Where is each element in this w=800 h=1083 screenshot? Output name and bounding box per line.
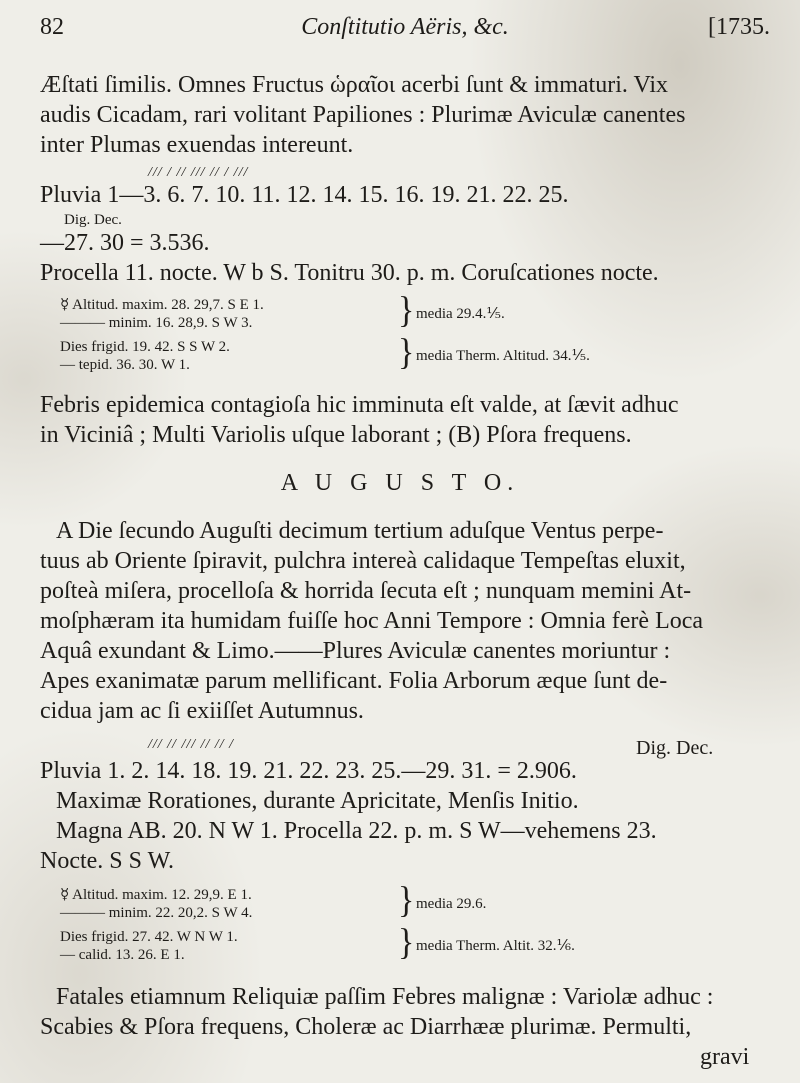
thermometer-cold: Dies frigid. 19. 42. S S W 2. (60, 339, 230, 355)
text-line: moſphæram ita humidam fuiſſe hoc Anni Tempore : Omnia ferè Loca (40, 608, 704, 634)
brace-icon: } (398, 922, 415, 963)
text-line: Fatales etiamnum Reliquiæ paſſim Febres malignæ : Variolæ adhuc : (56, 984, 714, 1010)
brace-icon: } (398, 290, 415, 331)
year-marker: [1735. (708, 14, 770, 40)
rain-unit: Dig. Dec. (64, 212, 122, 228)
thermometer-warm: — tepid. 36. 30. W 1. (60, 357, 190, 373)
barometer-max: ☿ Altitud. maxim. 12. 29,9. E 1. (60, 887, 252, 903)
thermometer-cold: Dies frigid. 27. 42. W N W 1. (60, 929, 238, 945)
barometer-max: ☿ Altitud. maxim. 28. 29,7. S E 1. (60, 297, 264, 313)
text-line: Febris epidemica contagioſa hic imminuta eſt valde, at ſævit adhuc (40, 392, 679, 418)
barometer-min: ——— minim. 22. 20,2. S W 4. (60, 905, 253, 921)
month-heading: A U G U S T O. (280, 470, 520, 496)
rain-days: Pluvia 1—3. 6. 7. 10. 11. 12. 14. 15. 16. 19. 21. 22. 25. (40, 182, 569, 208)
running-title: Conſtitutio Aëris, &c. (301, 14, 509, 40)
text-line: Magna AB. 20. N W 1. Procella 22. p. m. S W—vehemens 23. (56, 818, 657, 844)
storm-line: Procella 11. nocte. W b S. Tonitru 30. p. m. Coruſcationes nocte. (40, 260, 659, 286)
page-header (40, 14, 770, 48)
page-number: 82 (40, 14, 64, 40)
text-line: Æſtati ſimilis. Omnes Fructus ὡραῖοι acerbi ſunt & immaturi. Vix (40, 72, 668, 98)
catchword: gravi (700, 1044, 750, 1070)
thermometer-mean: media Therm. Altitud. 34.⅕. (416, 348, 590, 364)
text-line: Aquâ exundant & Limo.——Plures Aviculæ canentes moriuntur : (40, 638, 671, 664)
barometer-mean: media 29.4.⅕. (416, 306, 505, 322)
text-line: tuus ab Oriente ſpiravit, pulchra intereà calidaque Tempeſtas eluxit, (40, 548, 686, 574)
text-line: inter Plumas exuendas intereunt. (40, 132, 354, 158)
rain-marks: /// // /// // // / (148, 737, 235, 752)
text-line: cidua jam ac ſi exiiſſet Autumnus. (40, 698, 364, 724)
rain-unit: Dig. Dec. (636, 737, 714, 759)
rain-marks: /// / // /// // / /// (148, 165, 249, 180)
text-line: Maximæ Rorationes, durante Apricitate, Menſis Initio. (56, 788, 579, 814)
brace-icon: } (398, 332, 415, 373)
text-line: poſteà miſera, procelloſa & horrida ſecuta eſt ; nunquam memini At- (40, 578, 692, 604)
text-line: Scabies & Pſora frequens, Choleræ ac Diarrhææ plurimæ. Permulti, (40, 1014, 692, 1040)
text-line: in Viciniâ ; Multi Variolis uſque laborant ; (B) Pſora frequens. (40, 422, 632, 448)
barometer-mean: media 29.6. (416, 896, 487, 912)
rain-total: —27. 30 = 3.536. (40, 230, 210, 256)
thermometer-warm: — calid. 13. 26. E 1. (60, 947, 185, 963)
brace-icon: } (398, 880, 415, 921)
text-line: A Die ſecundo Auguſti decimum tertium aduſque Ventus perpe- (56, 518, 664, 544)
barometer-min: ——— minim. 16. 28,9. S W 3. (60, 315, 253, 331)
rain-days: Pluvia 1. 2. 14. 18. 19. 21. 22. 23. 25.—29. 31. = 2.906. (40, 758, 577, 784)
text-line: audis Cicadam, rari volitant Papiliones : Plurimæ Aviculæ canentes (40, 102, 686, 128)
text-line: Nocte. S S W. (40, 848, 175, 874)
thermometer-mean: media Therm. Altit. 32.⅙. (416, 938, 575, 954)
text-line: Apes exanimatæ parum mellificant. Folia Arborum æque ſunt de- (40, 668, 668, 694)
